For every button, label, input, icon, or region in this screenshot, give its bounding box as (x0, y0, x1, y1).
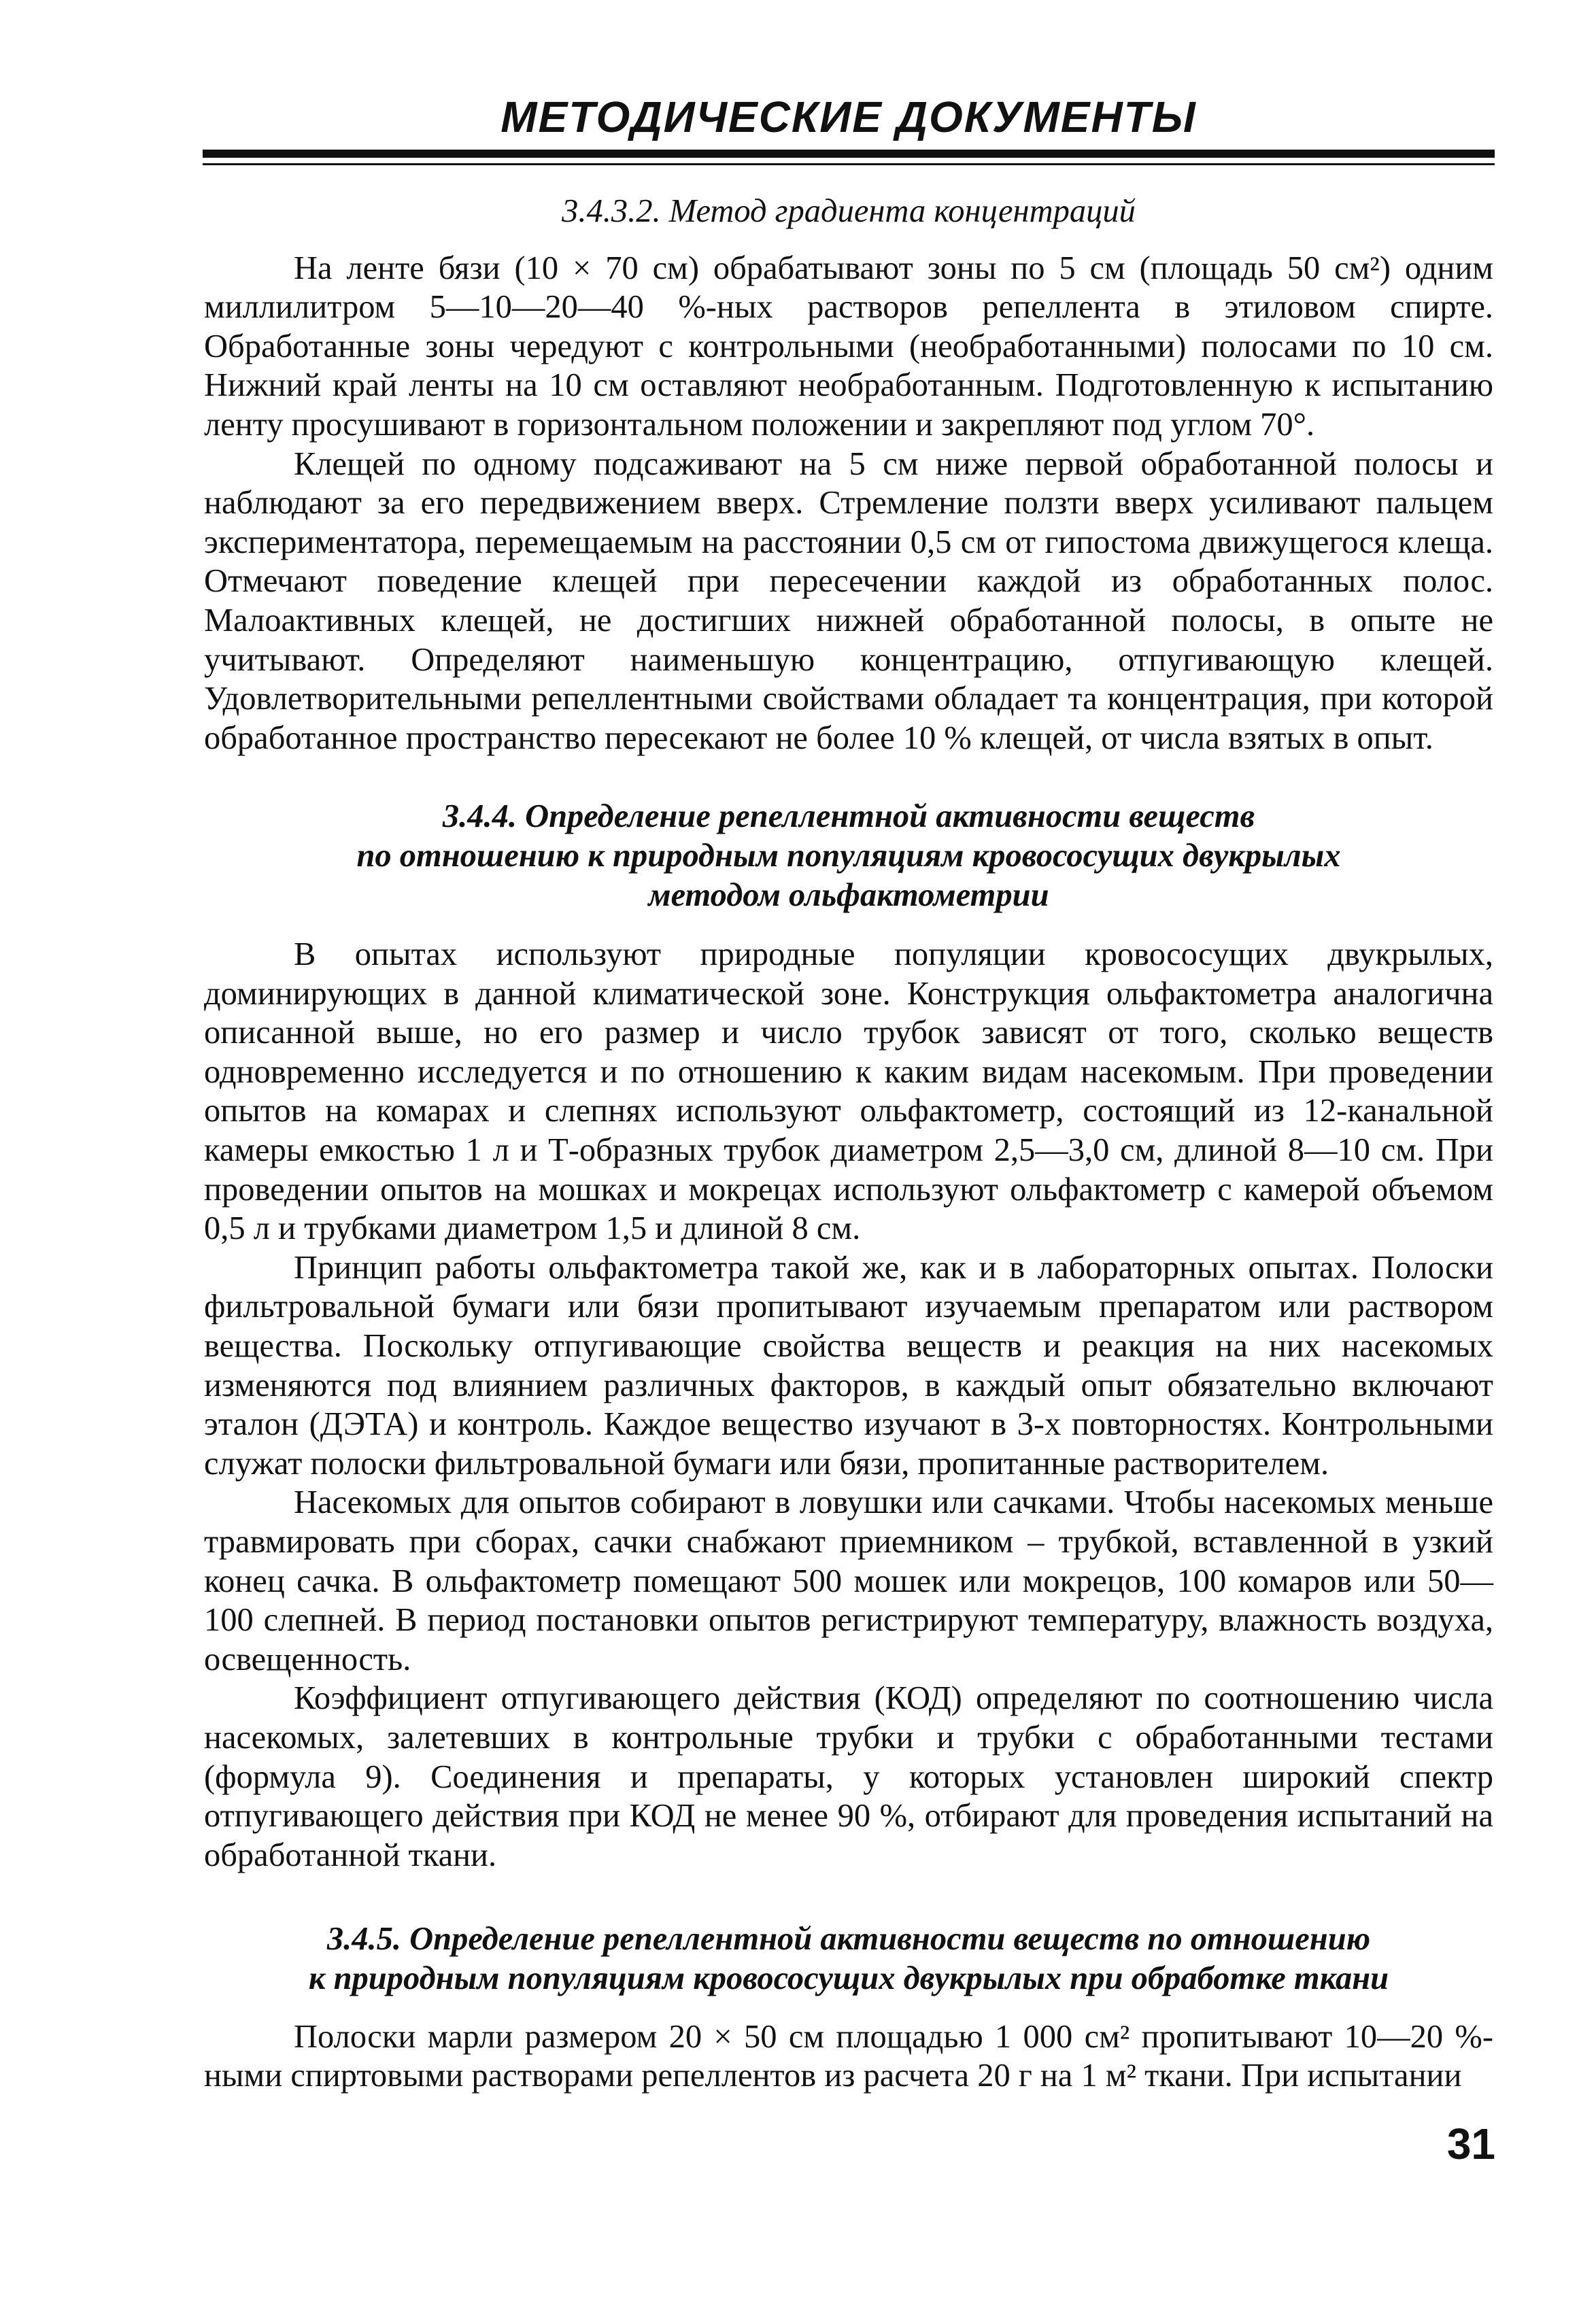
header-rule-thick (203, 150, 1495, 158)
paragraph: Коэффициент отпугивающего действия (КОД) определяют по соотношению числа насекомых, залетевших в контрольные трубки и трубки с обработанными тестами (формула 9). Соединения и препараты, у которых установлен широкий спектр отпугивающего действия при КОД не менее 90 %, отбирают для проведения испытаний на обработанной ткани. (204, 1680, 1493, 1873)
heading-line: 3.4.5. Определение репеллентной активности веществ по отношению (326, 1921, 1371, 1958)
heading-line: 3.4.4. Определение репеллентной активности веществ (442, 798, 1255, 835)
body-text (204, 192, 1493, 2096)
paragraph: На ленте бязи (10 × 70 см) обрабатывают зоны по 5 см (площадь 50 см²) одним миллилитром 5—10—20—40 %-ных растворов репеллента в этиловом спирте. Обработанные зоны чередуют с контрольными (необработанными) полосами по 10 см. Нижний край ленты на 10 см оставляют необработанным. Подготовленную к испытанию ленту просушивают в горизонтальном положении и закрепляют под углом 70°. (204, 250, 1493, 443)
section-heading-3-4-4 (204, 797, 1493, 915)
subsection-title: 3.4.3.2. Метод градиента концентраций (562, 193, 1136, 229)
running-header: МЕТОДИЧЕСКИЕ ДОКУМЕНТЫ (500, 92, 1197, 141)
heading-line: к природным популяциям кровососущих двукрылых при обработке ткани (308, 1960, 1389, 1996)
paragraph: В опытах используют природные популяции кровососущих двукрылых, доминирующих в данной климатической зоне. Конструкция ольфактометра аналогична описанной выше, но его размер и число трубок зависят от того, сколько веществ одновременно исследуется и по отношению к каким видам насекомым. При проведении опытов на комарах и слепнях используют ольфактометр, состоящий из 12-канальной камеры емкостью 1 л и Т-образных трубок диаметром 2,5—3,0 см, длиной 8—10 см. При проведении опытов на мошках и мокрецах используют ольфактометр с камерой объемом 0,5 л и трубками диаметром 1,5 и длиной 8 см. (204, 936, 1493, 1247)
paragraph: Полоски марли размером 20 × 50 см площадью 1 000 см² пропитывают 10—20 %-ными спиртовыми растворами репеллентов из расчета 20 г на 1 м² ткани. При испытании (204, 2018, 1493, 2094)
heading-line: по отношению к природным популяциям кровососущих двукрылых (356, 837, 1341, 874)
header-rule-thin (203, 163, 1495, 165)
section-heading-3-4-5 (204, 1920, 1493, 1998)
paragraph: Клещей по одному подсаживают на 5 см ниже первой обработанной полосы и наблюдают за его передвижением вверх. Стремление ползти вверх усиливают пальцем экспериментатора, перемещаемым на расстоянии 0,5 см от гипостома движущегося клеща. Отмечают поведение клещей при пересечении каждой из обработанных полос. Малоактивных клещей, не достигших нижней обработанной полосы, в опыте не учитывают. Определяют наименьшую концентрацию, отпугивающую клещей. Удовлетворительными репеллентными свойствами обладает та концентрация, при которой обработанное пространство пересекают не более 10 % клещей, от числа взятых в опыт. (204, 445, 1493, 756)
paragraph: Насекомых для опытов собирают в ловушки или сачками. Чтобы насекомых меньше травмировать при сборах, сачки снабжают приемником – трубкой, вставленной в узкий конец сачка. В ольфактометр помещают 500 мошек или мокрецов, 100 комаров или 50—100 слепней. В период постановки опытов регистрируют температуру, влажность воздуха, освещенность. (204, 1484, 1493, 1677)
heading-line: методом ольфактометрии (648, 876, 1049, 913)
page-number: 31 (1446, 2119, 1495, 2168)
paragraph: Принцип работы ольфактометра такой же, как и в лабораторных опытах. Полоски фильтровальной бумаги или бязи пропитывают изучаемым препаратом или раствором вещества. Поскольку отпугивающие свойства веществ и реакция на них насекомых изменяются под влиянием различных факторов, в каждый опыт обязательно включают эталон (ДЭТА) и контроль. Каждое вещество изучают в 3-х повторностях. Контрольными служат полоски фильтровальной бумаги или бязи, пропитанные растворителем. (204, 1249, 1493, 1482)
